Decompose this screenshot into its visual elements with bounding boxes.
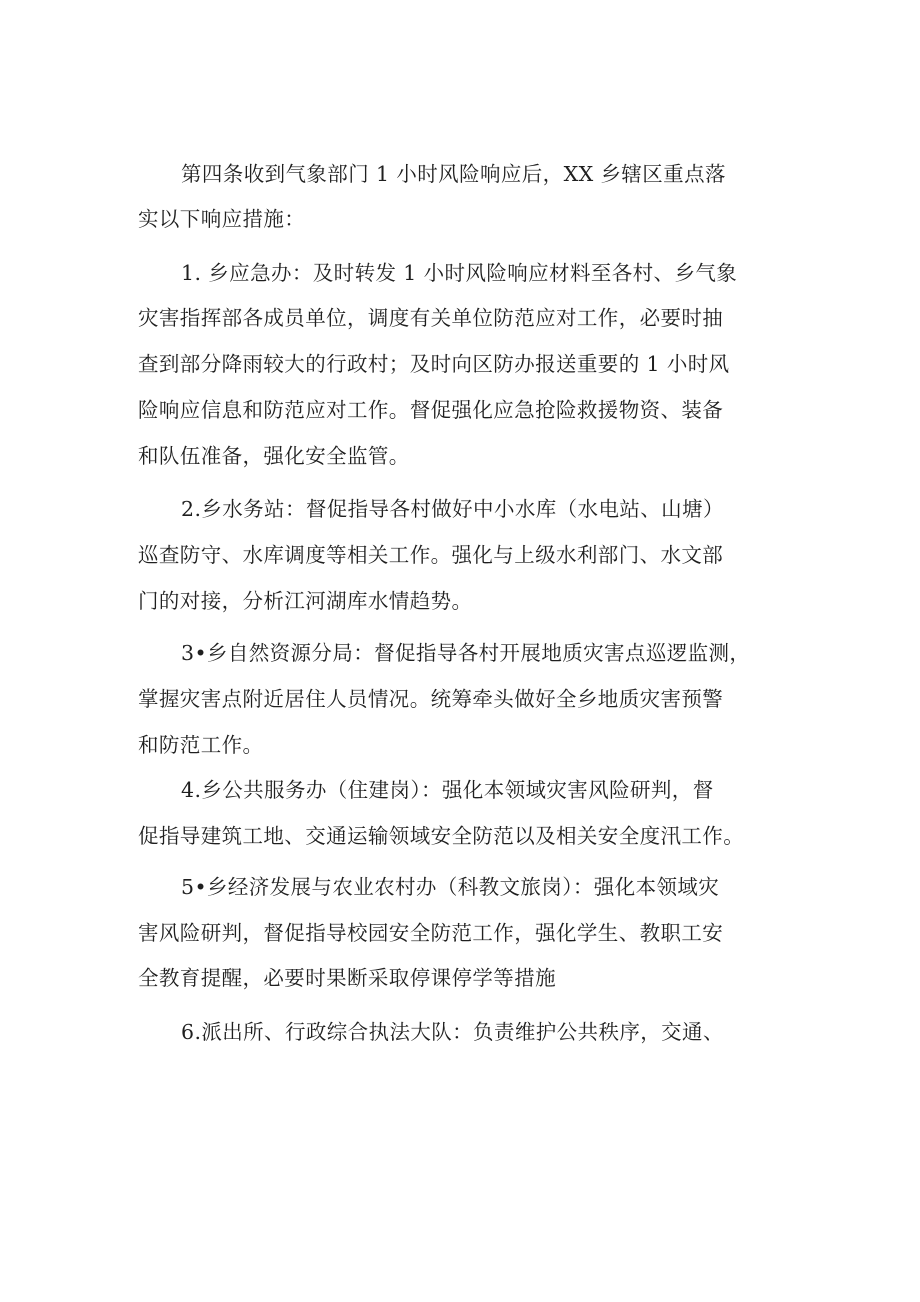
item-3-line-2: 掌握灾害点附近居住人员情况。统筹牵头做好全乡地质灾害预警 [138, 687, 724, 711]
item-3-line-3: 和防范工作。 [138, 733, 264, 757]
item-2-line-2: 巡查防守、水库调度等相关工作。强化与上级水利部门、水文部 [138, 543, 724, 567]
article-4-line-1: 第四条收到气象部门 1 小时风险响应后，XX 乡辖区重点落 [181, 162, 726, 186]
item-2-line-1: 2.乡水务站：督促指导各村做好中小水库（水电站、山塘） [181, 497, 724, 521]
item-5-line-1: 5•乡经济发展与农业农村办（科教文旅岗）：强化本领域灾 [181, 875, 720, 899]
item-3-line-1: 3•乡自然资源分局：督促指导各村开展地质灾害点巡逻监测， [181, 641, 751, 665]
item-1-line-1: 1. 乡应急办：及时转发 1 小时风险响应材料至各村、乡气象 [181, 261, 738, 285]
item-1-line-4: 险响应信息和防范应对工作。督促强化应急抢险救援物资、装备 [138, 398, 724, 422]
article-4-line-2: 实以下响应措施： [138, 207, 306, 231]
item-2-line-3: 门的对接，分析江河湖库水情趋势。 [138, 589, 473, 613]
item-1-line-3: 查到部分降雨较大的行政村；及时向区防办报送重要的 1 小时风 [138, 352, 730, 376]
item-5-line-3: 全教育提醒，必要时果断采取停课停学等措施 [138, 966, 556, 990]
item-5-line-2: 害风险研判，督促指导校园安全防范工作，强化学生、教职工安 [138, 921, 724, 945]
item-1-line-2: 灾害指挥部各成员单位，调度有关单位防范应对工作，必要时抽 [138, 306, 724, 330]
item-4-line-1: 4.乡公共服务办（住建岗）：强化本领域灾害风险研判，督 [181, 778, 714, 802]
item-6-line-1: 6.派出所、行政综合执法大队：负责维护公共秩序，交通、 [181, 1020, 724, 1044]
item-4-line-2: 促指导建筑工地、交通运输领域安全防范以及相关安全度汛工作。 [138, 824, 745, 848]
item-1-line-5: 和队伍准备，强化安全监管。 [138, 444, 410, 468]
